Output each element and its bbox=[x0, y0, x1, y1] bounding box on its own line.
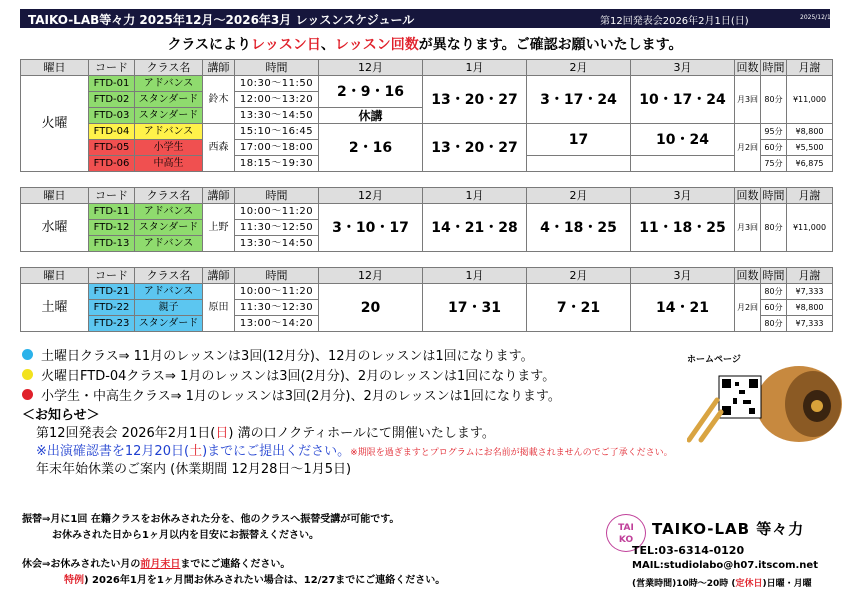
class-name: アドバンス bbox=[135, 76, 203, 92]
class-code: FTD-22 bbox=[89, 300, 135, 316]
class-code: FTD-13 bbox=[89, 236, 135, 252]
col-header: 12月 bbox=[319, 60, 423, 76]
feb-dates: 4・18・25 bbox=[527, 204, 631, 252]
count-cell: 月2回 bbox=[735, 124, 761, 172]
col-header: クラス名 bbox=[135, 60, 203, 76]
col-header: 時間 bbox=[235, 188, 319, 204]
col-header: 回数 bbox=[736, 188, 759, 202]
duration-cell: 75分 bbox=[761, 156, 787, 172]
table-row bbox=[21, 124, 833, 140]
class-code: FTD-01 bbox=[89, 76, 135, 92]
table-header-row bbox=[21, 268, 833, 284]
jan-dates: 14・21・28 bbox=[423, 204, 527, 252]
time-cell: 13:30～14:50 bbox=[235, 108, 319, 124]
col-header: 3月 bbox=[631, 60, 735, 76]
announce-text: ※出演確認書を12月20日( bbox=[36, 444, 190, 459]
event-info: 第12回発表会2026年2月1日(日) bbox=[600, 16, 749, 27]
announce-line bbox=[22, 422, 682, 440]
hours-text: (営業時間)10時～20時 ( bbox=[632, 579, 736, 589]
class-name: 小学生 bbox=[135, 140, 203, 156]
class-name: 中高生 bbox=[135, 156, 203, 172]
note-line bbox=[22, 364, 682, 384]
contact-mail: MAIL:studiolabo@h07.itscom.net bbox=[632, 560, 818, 571]
col-header: 3月 bbox=[631, 188, 735, 204]
hours-highlight: 定休日 bbox=[735, 579, 763, 589]
class-code: FTD-23 bbox=[89, 316, 135, 332]
page-title: TAIKO-LAB等々力 2025年12月～2026年3月 レッスンスケジュール bbox=[28, 13, 415, 27]
class-name: アドバンス bbox=[135, 124, 203, 140]
col-header: コード bbox=[89, 60, 135, 76]
brand-name: TAIKO-LAB 等々力 bbox=[652, 520, 805, 538]
duration-cell: 60分 bbox=[761, 300, 787, 316]
taiko-drum-illustration bbox=[687, 352, 842, 444]
dec-cancel-note: 休講 bbox=[319, 108, 423, 124]
issue-date: 2025/12/10 bbox=[800, 14, 835, 21]
subtitle-highlight: レッスン回数 bbox=[334, 37, 419, 53]
homepage-block[interactable] bbox=[687, 352, 842, 444]
time-cell: 10:00～11:20 bbox=[235, 204, 319, 220]
class-code: FTD-05 bbox=[89, 140, 135, 156]
class-name: アドバンス bbox=[135, 284, 203, 300]
contact-tel: TEL:03-6314-0120 bbox=[632, 544, 745, 557]
duration-cell: 80分 bbox=[761, 76, 787, 124]
note-line bbox=[22, 384, 682, 404]
day-cell: 火曜 bbox=[21, 76, 89, 172]
fee-cell: ¥7,333 bbox=[787, 316, 833, 332]
time-cell: 11:30～12:50 bbox=[235, 220, 319, 236]
col-header: 回数 bbox=[736, 268, 759, 282]
duration-cell: 80分 bbox=[761, 316, 787, 332]
class-name: アドバンス bbox=[135, 236, 203, 252]
announce-fine-print: ※期限を過ぎますとプログラムにお名前が掲載されませんのでご了承ください。 bbox=[350, 448, 673, 458]
yellow-dot-icon bbox=[22, 369, 33, 380]
duration-cell: 60分 bbox=[761, 140, 787, 156]
col-header: 講師 bbox=[203, 60, 235, 76]
absence-text: 休会⇒お休みされたい月の bbox=[22, 559, 141, 570]
note-text: 火曜日FTD-04クラス⇒ 1月のレッスンは3回(2月分)、2月のレッスンは1回になります。 bbox=[41, 368, 556, 384]
svg-text:TAI: TAI bbox=[618, 523, 634, 533]
time-cell: 18:15～19:30 bbox=[235, 156, 319, 172]
announce-text: 第12回発表会 2026年2月1日( bbox=[36, 426, 216, 441]
class-code: FTD-06 bbox=[89, 156, 135, 172]
col-header: 3月 bbox=[631, 268, 735, 284]
time-cell: 13:30～14:50 bbox=[235, 236, 319, 252]
subtitle-part: クラスにより bbox=[167, 37, 252, 53]
table-header-row bbox=[21, 188, 833, 204]
absence-text: までにご連絡ください。 bbox=[180, 559, 291, 570]
absence-block bbox=[22, 557, 445, 589]
table-row bbox=[21, 204, 833, 220]
class-name: スタンダード bbox=[135, 92, 203, 108]
col-header: 講師 bbox=[203, 268, 235, 284]
col-header: コード bbox=[89, 268, 135, 284]
mar-empty bbox=[631, 156, 735, 172]
announce-title: ＜お知らせ＞ bbox=[22, 408, 100, 423]
count-cell: 月3回 bbox=[735, 76, 761, 124]
tuesday-table bbox=[20, 59, 833, 172]
class-code: FTD-12 bbox=[89, 220, 135, 236]
col-header: 講師 bbox=[203, 188, 235, 204]
class-name: アドバンス bbox=[135, 204, 203, 220]
feb-dates: 3・17・24 bbox=[527, 76, 631, 124]
day-cell: 水曜 bbox=[21, 204, 89, 252]
blue-dot-icon bbox=[22, 349, 33, 360]
feb-empty bbox=[527, 156, 631, 172]
header-bar bbox=[20, 9, 835, 28]
time-cell: 15:10～16:45 bbox=[235, 124, 319, 140]
absence-highlight: 特例 bbox=[64, 575, 84, 586]
teacher-cell: 鈴木 bbox=[203, 76, 235, 124]
time-cell: 17:00～18:00 bbox=[235, 140, 319, 156]
subtitle-part: 、 bbox=[320, 37, 335, 53]
mar-dates: 14・21 bbox=[631, 284, 735, 332]
announce-highlight: 日 bbox=[215, 426, 229, 441]
note-text: 小学生・中高生クラス⇒ 1月のレッスンは3回(2月分)、2月のレッスンは1回になります。 bbox=[41, 388, 561, 404]
col-header: 1月 bbox=[423, 268, 527, 284]
class-code: FTD-21 bbox=[89, 284, 135, 300]
fee-cell: ¥5,500 bbox=[787, 140, 833, 156]
time-cell: 10:00～11:20 bbox=[235, 284, 319, 300]
subtitle-part: が異なります。ご確認お願いいたします。 bbox=[418, 37, 683, 53]
teacher-cell: 上野 bbox=[203, 204, 235, 252]
table-header-row bbox=[21, 60, 833, 76]
transfer-line: お休みされた日から1ヶ月以内を目安にお振替えください。 bbox=[52, 530, 319, 541]
dec-dates: 3・10・17 bbox=[319, 204, 423, 252]
count-cell: 月3回 bbox=[735, 204, 761, 252]
class-name: 親子 bbox=[135, 300, 203, 316]
col-header: 時間 bbox=[762, 268, 785, 282]
table-row bbox=[21, 76, 833, 92]
homepage-label: ホームページ bbox=[687, 355, 741, 365]
time-cell: 12:00～13:20 bbox=[235, 92, 319, 108]
red-dot-icon bbox=[22, 389, 33, 400]
time-cell: 11:30～12:30 bbox=[235, 300, 319, 316]
teacher-cell: 西森 bbox=[203, 124, 235, 172]
fee-cell: ¥6,875 bbox=[787, 156, 833, 172]
fee-cell: ¥11,000 bbox=[787, 76, 833, 124]
duration-cell: 95分 bbox=[761, 124, 787, 140]
feb-dates: 17 bbox=[527, 124, 631, 156]
class-code: FTD-11 bbox=[89, 204, 135, 220]
mar-dates: 11・18・25 bbox=[631, 204, 735, 252]
notes-section bbox=[22, 344, 682, 476]
col-header: コード bbox=[89, 188, 135, 204]
col-header: 曜日 bbox=[21, 268, 89, 284]
table-row bbox=[21, 284, 833, 300]
col-header: 2月 bbox=[527, 60, 631, 76]
saturday-table bbox=[20, 267, 833, 332]
class-code: FTD-03 bbox=[89, 108, 135, 124]
absence-line bbox=[22, 573, 445, 589]
announce-line bbox=[22, 440, 682, 458]
dec-dates: 2・16 bbox=[319, 124, 423, 172]
fee-cell: ¥7,333 bbox=[787, 284, 833, 300]
col-header: 2月 bbox=[527, 268, 631, 284]
subtitle bbox=[0, 34, 850, 54]
class-code: FTD-04 bbox=[89, 124, 135, 140]
transfer-block bbox=[22, 512, 399, 544]
col-header: 時間 bbox=[762, 60, 785, 74]
col-header: 12月 bbox=[319, 268, 423, 284]
announce-text: ) 溝の口ノクティホールにて開催いたします。 bbox=[228, 426, 495, 441]
absence-highlight: 前月末日 bbox=[140, 559, 181, 570]
subtitle-highlight: レッスン日 bbox=[251, 37, 321, 53]
class-code: FTD-02 bbox=[89, 92, 135, 108]
absence-line bbox=[22, 557, 445, 573]
time-cell: 10:30～11:50 bbox=[235, 76, 319, 92]
time-cell: 13:00～14:20 bbox=[235, 316, 319, 332]
duration-cell: 80分 bbox=[761, 204, 787, 252]
jan-dates: 17・31 bbox=[423, 284, 527, 332]
mar-dates: 10・17・24 bbox=[631, 76, 735, 124]
jan-dates: 13・20・27 bbox=[423, 76, 527, 124]
class-name: スタンダード bbox=[135, 108, 203, 124]
day-cell: 土曜 bbox=[21, 284, 89, 332]
svg-text:KO: KO bbox=[618, 535, 634, 545]
mar-dates: 10・24 bbox=[631, 124, 735, 156]
hours-text: )日曜・月曜 bbox=[762, 579, 812, 589]
count-cell: 月2回 bbox=[735, 284, 761, 332]
col-header: 曜日 bbox=[21, 60, 89, 76]
fee-cell: ¥11,000 bbox=[787, 204, 833, 252]
col-header: 回数 bbox=[736, 60, 759, 74]
feb-dates: 7・21 bbox=[527, 284, 631, 332]
fee-cell: ¥8,800 bbox=[787, 124, 833, 140]
class-name: スタンダード bbox=[135, 316, 203, 332]
dec-dates: 20 bbox=[319, 284, 423, 332]
col-header: 曜日 bbox=[21, 188, 89, 204]
col-header: 時間 bbox=[762, 188, 785, 202]
col-header: 月謝 bbox=[787, 188, 833, 204]
wednesday-table bbox=[20, 187, 833, 252]
class-name: スタンダード bbox=[135, 220, 203, 236]
dec-dates: 2・9・16 bbox=[319, 76, 423, 108]
fee-cell: ¥8,800 bbox=[787, 300, 833, 316]
col-header: 時間 bbox=[235, 60, 319, 76]
jan-dates: 13・20・27 bbox=[423, 124, 527, 172]
absence-text: ) 2026年1月を1ヶ月間お休みされたい場合は、12/27までにご連絡ください。 bbox=[84, 575, 446, 586]
col-header: 2月 bbox=[527, 188, 631, 204]
announce-text: )までにご提出ください。 bbox=[202, 444, 351, 459]
col-header: 12月 bbox=[319, 188, 423, 204]
col-header: 1月 bbox=[423, 188, 527, 204]
announce-line: 年末年始休業のご案内 (休業期間 12月28日～1月5日) bbox=[36, 462, 352, 477]
col-header: 時間 bbox=[235, 268, 319, 284]
note-line bbox=[22, 344, 682, 364]
col-header: クラス名 bbox=[135, 268, 203, 284]
col-header: 月謝 bbox=[787, 268, 833, 284]
col-header: 1月 bbox=[423, 60, 527, 76]
duration-cell: 80分 bbox=[761, 284, 787, 300]
note-text: 土曜日クラス⇒ 11月のレッスンは3回(12月分)、12月のレッスンは1回になります。 bbox=[41, 348, 534, 364]
contact-hours bbox=[632, 576, 812, 589]
col-header: 月謝 bbox=[787, 60, 833, 76]
announce-highlight: 土 bbox=[189, 444, 203, 459]
col-header: クラス名 bbox=[135, 188, 203, 204]
teacher-cell: 原田 bbox=[203, 284, 235, 332]
transfer-line: 振替⇒月に1回 在籍クラスをお休みされた分を、他のクラスへ振替受講が可能です。 bbox=[22, 514, 400, 525]
